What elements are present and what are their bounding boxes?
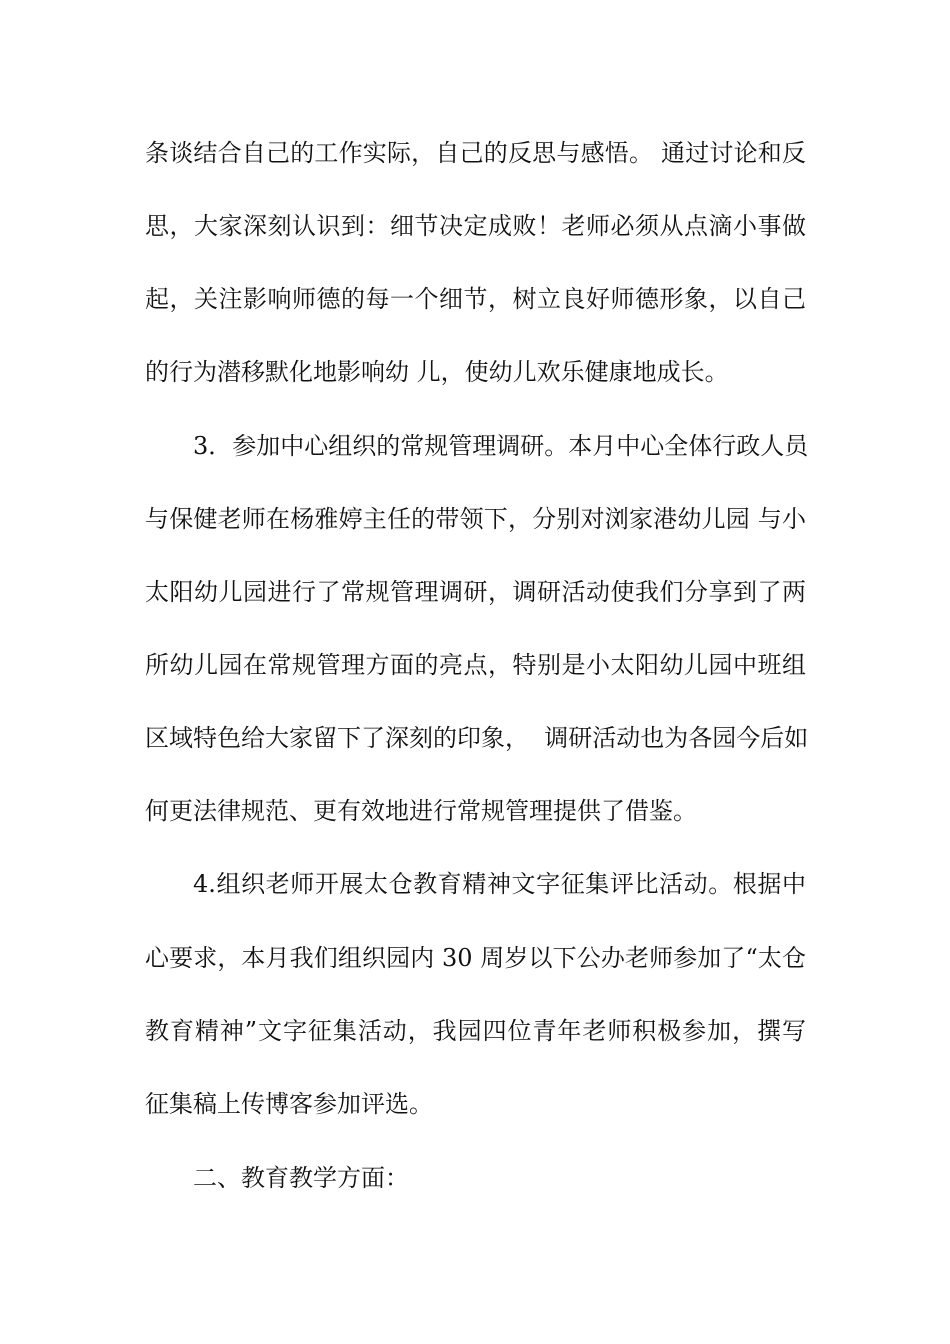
paragraph-line: 征集稿上传博客参加评选。 — [145, 1090, 433, 1118]
paragraph-line: 心要求，本月我们组织园内 30 周岁以下公办老师参加了“太仓 — [145, 944, 806, 972]
paragraph-line: 何更法律规范、更有效地进行常规管理提供了借鉴。 — [145, 797, 697, 825]
paragraph-line: 4.组织老师开展太仓教育精神文字征集评比活动。根据中 — [193, 870, 806, 898]
paragraph-line: 的行为潜移默化地影响幼 儿，使幼儿欢乐健康地成长。 — [145, 358, 729, 386]
section-heading: 二、教育教学方面： — [193, 1164, 409, 1192]
paragraph-line: 所幼儿园在常规管理方面的亮点，特别是小太阳幼儿园中班组 — [145, 651, 806, 679]
paragraph-line: 教育精神”文字征集活动，我园四位青年老师积极参加，撰写 — [145, 1017, 806, 1045]
paragraph-line: 区域特色给大家留下了深刻的印象， 调研活动也为各园今后如 — [145, 724, 809, 752]
paragraph-line: 起，关注影响师德的每一个细节，树立良好师德形象，以自己 — [145, 285, 806, 313]
paragraph-line: 条谈结合自己的工作实际，自己的反思与感悟。 通过讨论和反 — [145, 139, 806, 167]
paragraph-line: 太阳幼儿园进行了常规管理调研，调研活动使我们分享到了两 — [145, 578, 806, 606]
paragraph-line: 3．参加中心组织的常规管理调研。本月中心全体行政人员 — [193, 432, 809, 460]
paragraph-line: 思，大家深刻认识到：细节决定成败！老师必须从点滴小事做 — [145, 212, 806, 240]
paragraph-line: 与保健老师在杨雅婷主任的带领下，分别对浏家港幼儿园 与小 — [145, 505, 806, 533]
